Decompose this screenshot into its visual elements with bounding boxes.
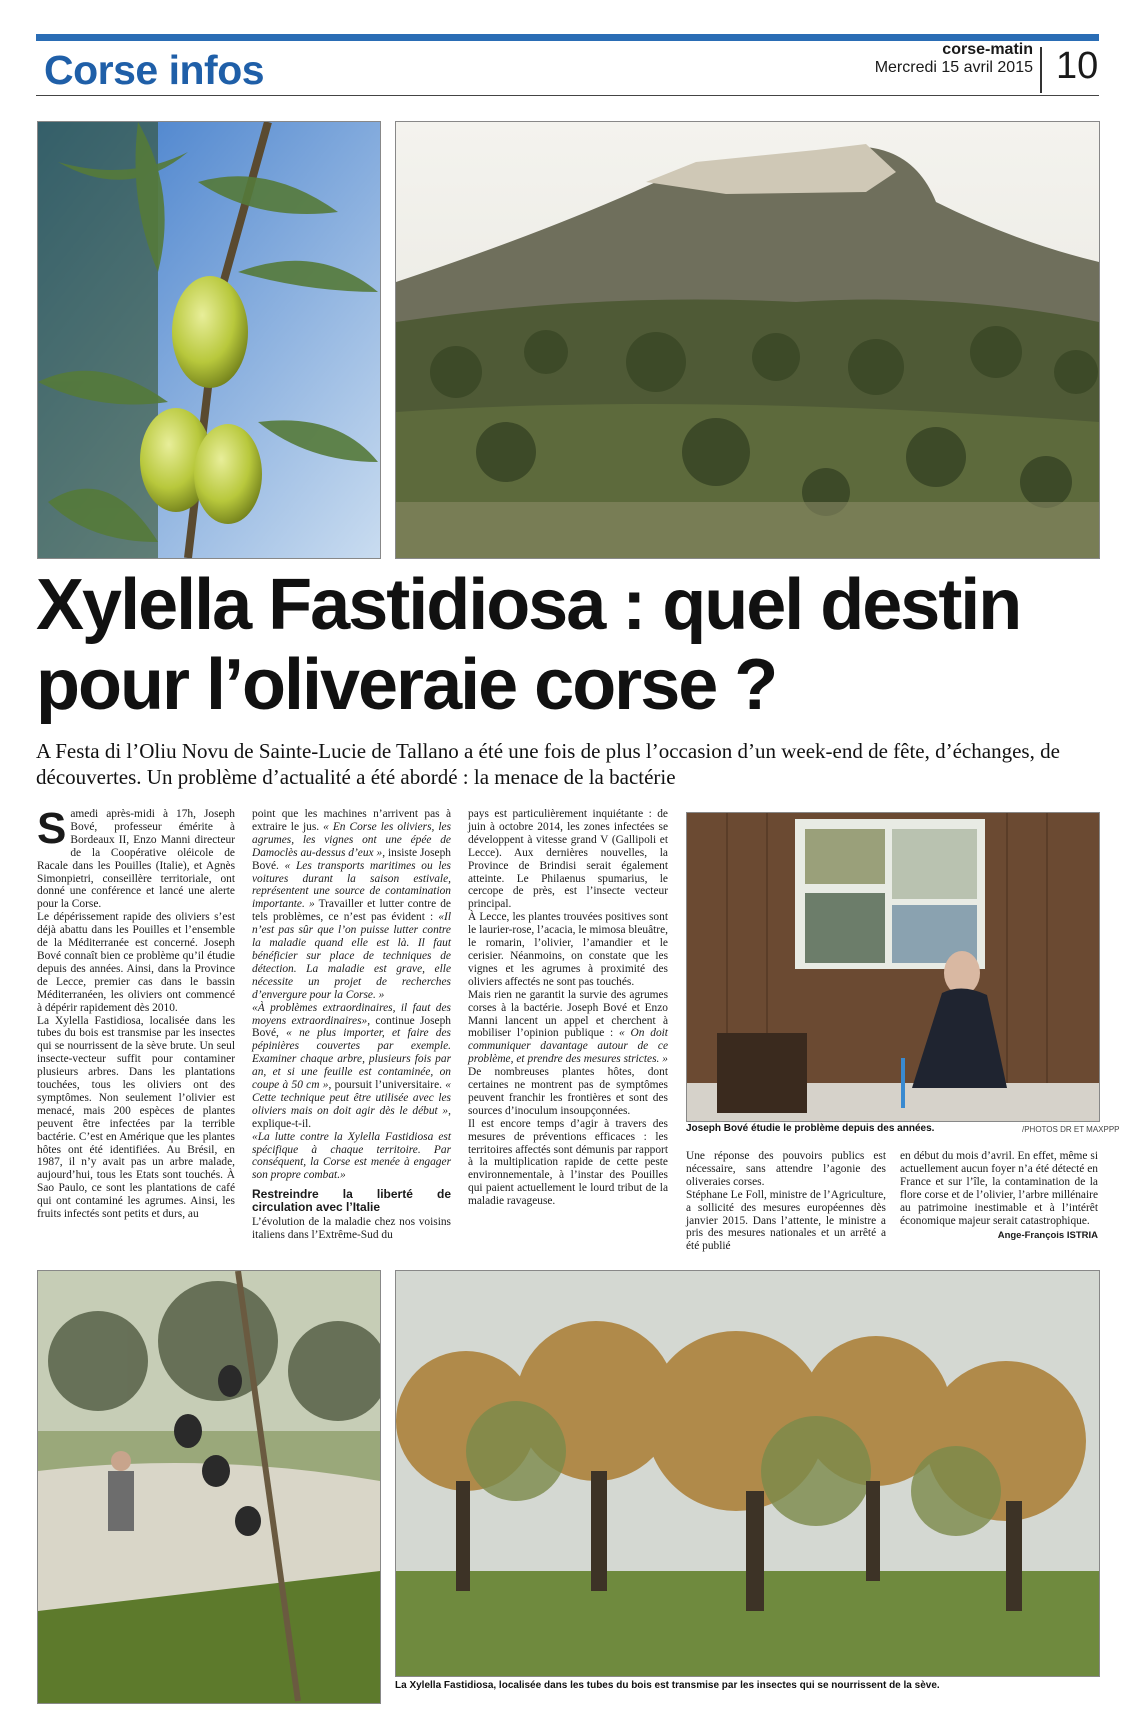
headline-line-2: pour l’oliveraie corse ? xyxy=(36,645,777,725)
paragraph: en début du mois d’avril. En effet, même si actuellement aucun foyer n’a été détecté en France et sur l’île, la contamination de la flore corse et de l’olivier, l’arbre millénaire au patrimoine inestimable et à l’intérêt économique majeur serait catastrophique. xyxy=(900,1150,1098,1227)
quote: « On doit communiquer davantage autour de ce problème, et prendre des mesures strictes. » xyxy=(468,1027,668,1066)
quote: «La lutte contre la Xylella Fastidiosa est spécifique à chaque territoire. Par conséquent, la Corse est menée à engager son propre combat.» xyxy=(252,1130,451,1182)
orchard-photo-caption: La Xylella Fastidiosa, localisée dans les tubes du bois est transmise par les insectes qui se nourrissent de la sève. xyxy=(395,1680,940,1691)
text-run: Mais rien ne garantit la survie des agrumes corses à la bactérie. Joseph Bové et Enzo Manni lancent un appel et cherchent à mobiliser l’opinion publique : xyxy=(468,988,668,1040)
header-divider xyxy=(1040,47,1042,93)
text-run: point que les machines n’arrivent pas à extraire le jus. xyxy=(252,808,451,833)
article-column-2 xyxy=(252,808,451,1242)
drop-cap: S xyxy=(37,804,67,853)
quote: «À problèmes extraordinaires, il faut des moyens extraordinaires» xyxy=(252,1001,451,1027)
author-signature: Ange-François ISTRIA xyxy=(997,1230,1098,1242)
quote: « ne plus importer, et faire des pépinières couvertes par exemple. Examiner chaque arbre, plusieurs fois par an, et si une feuille est contaminée, on coupe à 50 cm » xyxy=(252,1027,451,1092)
olive-branch-photo xyxy=(37,121,381,559)
conference-photo xyxy=(686,812,1100,1122)
paragraph: pays est particulièrement inquiétante : de juin à octobre 2014, les zones infectées se développent à vitesse grand V (Gallipoli et Lecce). Aux dernières nouvelles, la Province de Brindisi serait également atteinte. Le Philaenus spumarius, le cercope de près, est l’insecte vecteur principal. xyxy=(468,808,668,911)
quote: « En Corse les oliviers, les agrumes, les vignes ont une épée de Damoclès au-dessus d’eux » xyxy=(252,820,452,859)
conference-photo-caption: Joseph Bové étudie le problème depuis des années. xyxy=(686,1123,935,1134)
olive-harvest-photo xyxy=(37,1270,381,1704)
text-run: , continue Joseph Bové, xyxy=(252,1014,451,1040)
article-headline xyxy=(36,565,1106,725)
page-number: 10 xyxy=(1056,45,1099,87)
paragraph: Il est encore temps d’agir à travers des mesures de préventions efficaces : les territoires affectés sont démunis par rapport à la multiplication rapide de cette peste environnementale, à l’instar des Pouilles qui paient actuellement le lourd tribut de la maladie ravageuse. xyxy=(468,1117,668,1208)
text-run: Travailler et lutter contre de tels problèmes, ce n’est pas évident : xyxy=(252,898,451,924)
newspaper-name: corse-matin xyxy=(942,41,1033,58)
text-run: , poursuit l’universitaire. xyxy=(328,1079,446,1092)
quote: « Les transports maritimes ou les voitures durant la saison estivale, représentent une source de contamination importante. » xyxy=(252,859,451,911)
article-column-5 xyxy=(900,1150,1098,1243)
text-run: De nombreuses plantes hôtes, dont certaines ne montrent pas de symptômes peuvent franchir les frontières et sont des sources d’inoculum insoupçonnées. xyxy=(468,1066,668,1117)
paragraph: Le dépérissement rapide des oliviers s’est déjà abattu dans les Pouilles et l’ensemble de la Méditerranée est concerné. Joseph Bové connaît bien ce problème qu’il étudie depuis des années. Ainsi, dans la Province de Lecce, premier cas dans le bassin Méditerranéen, les oliviers ont commencé à dépérir rapidement dès 2010. xyxy=(37,911,235,1014)
paragraph: Une réponse des pouvoirs publics est nécessaire, sans attendre l’agonie des oliveraies corses. xyxy=(686,1150,886,1188)
paragraph: La Xylella Fastidiosa, localisée dans les tubes du bois est transmise par les insectes qui se nourrissent de la sève brute. Un seul insecte-vecteur suffit pour contaminer plusieurs arbres. Dans les plantations touchées, tous les oliviers ont des symptômes. Non seulement l’olivier est menacé, mais 200 espèces de plantes peuvent être infectées par la terrible bactérie. C’est en Amérique que les plantes hôtes ont été identifiées. Au Brésil, en 1987, il n’y avait pas un arbre malade, aujourd’hui, tous les Etats sont touchés. À Sao Paulo, ce sont les plantations de café qui ont contaminé les agrumes. Ainsi, les fruits infectés sont petits et durs, au xyxy=(37,1014,235,1221)
text-run: , explique-t-il. xyxy=(252,1104,451,1130)
text-run: , insiste Joseph Bové. xyxy=(252,846,451,872)
issue-date: Mercredi 15 avril 2015 xyxy=(874,59,1033,76)
article-column-1 xyxy=(37,804,235,1221)
header-top-bar xyxy=(36,34,1099,41)
quote: «Il n’est pas sûr que l’on puisse lutter contre la maladie quand elle est là. Il faut bénéficier sur place de techniques de détection. La maladie est grave, elle nécessite un projet de recherches d’envergure pour la Corse. » xyxy=(252,911,451,1001)
article-column-4 xyxy=(686,1150,886,1253)
paragraph: Stéphane Le Foll, ministre de l’Agriculture, a sollicité des mesures européennes dès janvier 2015. Dans l’attente, le ministre a pris des mesures nationales et un arrêté a été publié xyxy=(686,1188,886,1253)
section-title: Corse infos xyxy=(44,47,265,93)
quote: « Cette technique peut être utilisée avec les oliviers mais on doit agir dès le début » xyxy=(252,1079,451,1117)
article-subhead: Restreindre la liberté de circulation avec l’Italie xyxy=(252,1187,451,1215)
headline-line-1: Xylella Fastidiosa : quel destin xyxy=(36,565,1021,645)
diseased-orchard-photo xyxy=(395,1270,1100,1677)
article-column-3 xyxy=(468,808,668,1208)
article-lead: A Festa di l’Oliu Novu de Sainte-Lucie de Tallano a été une fois de plus l’occasion d’un week-end de fête, d’échanges, de découvertes. Un problème d’actualité a été abordé : la menace de la bactérie xyxy=(36,739,1060,789)
paragraph: L’évolution de la maladie chez nos voisins italiens dans l’Extrême-Sud du xyxy=(252,1216,451,1242)
olive-grove-hill-photo xyxy=(395,121,1100,559)
photo-credit: /PHOTOS DR ET MAXPPP xyxy=(1022,1125,1120,1134)
header-rule xyxy=(36,95,1099,96)
paragraph: À Lecce, les plantes trouvées positives sont le laurier-rose, l’acacia, le mimosa bleuâtre, le romarin, l’olivier, l’amandier et le cerisier. Néanmoins, on constate que les vignes et les agrumes à proximité des oliviers affectés ne sont pas touchés. xyxy=(468,911,668,988)
paragraph: amedi après-midi à 17h, Joseph Bové, professeur émérite à Bordeaux II, Enzo Manni directeur de la Coopérative oléicole de Racale dans les Pouilles (Italie), et Agnès Simonpietri, conseillère territoriale, ont donné une conférence et lancé une alerte pour la Corse. xyxy=(37,808,235,911)
